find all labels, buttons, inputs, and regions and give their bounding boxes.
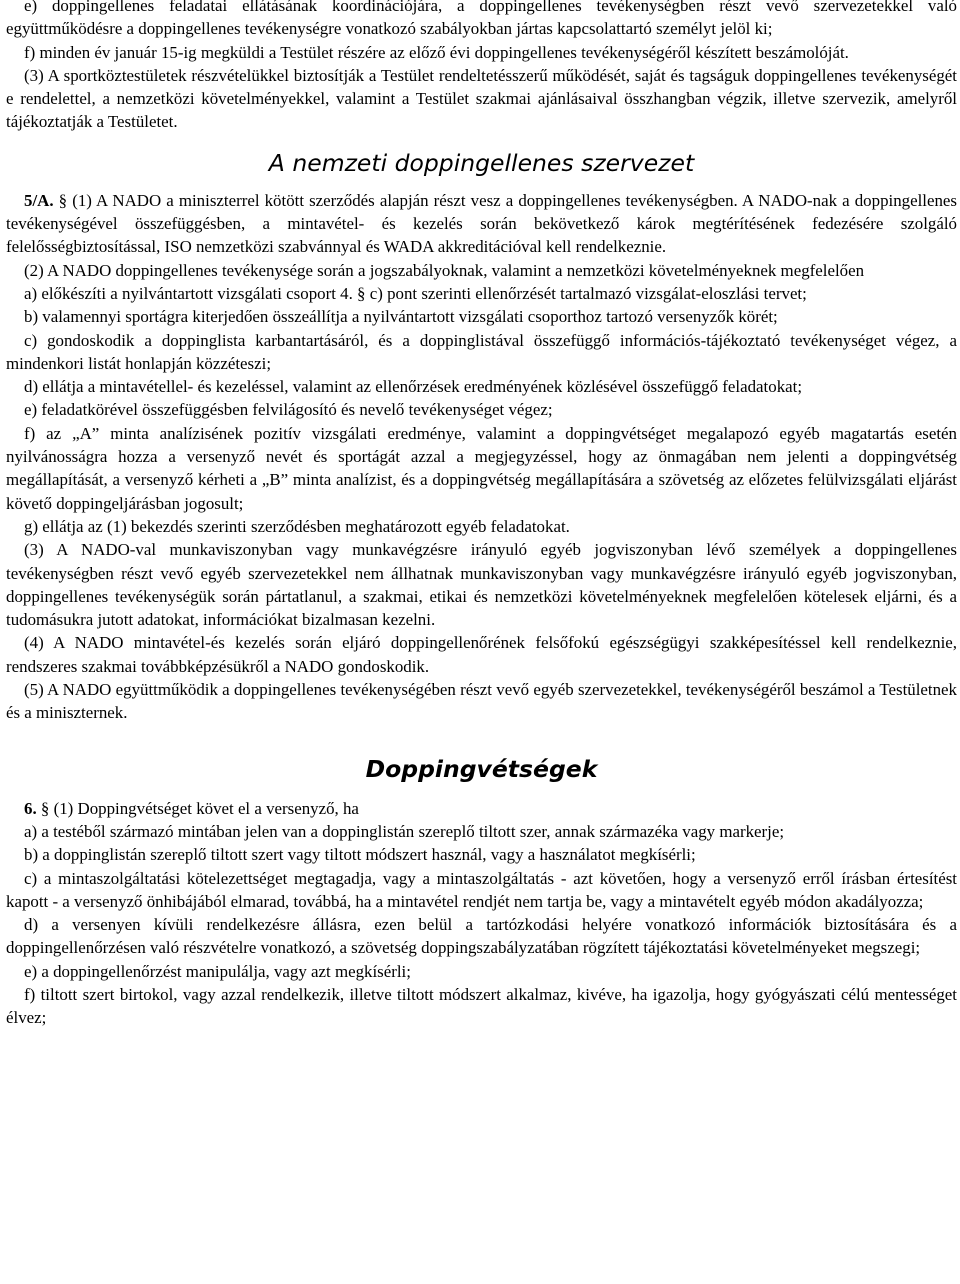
section-5a-paragraph-4: (4) A NADO mintavétel-és kezelés során eljáró doppingellenőrének felsőfokú egészségügyi szakképesítéssel kell rendelkeznie, rendszeres szakmai továbbképzésükről a NADO gondoskodik. <box>6 633 957 676</box>
section-6-item-b: b) a doppinglistán szereplő tiltott szert vagy tiltott módszert használ, vagy a használatot megkísérli; <box>24 845 696 865</box>
item-a-text-cont: c) pont szerinti ellenőrzését tartalmazó vizsgálat-eloszlási tervet; <box>369 283 807 303</box>
paragraph-3: (3) A sportköztestületek részvételükkel biztosítják a Testület rendeltetésszerű működését, saját és tagságuk doppingellenes tevékenységét e rendelettel, a nemzetközi követelményekkel, valamint a Testület szakmai ajánlásaival összhangban végzik, illetve szervezik, amelyről tájékoztatják a Testületet. <box>6 65 957 132</box>
section-6-item-c: c) a mintaszolgáltatási kötelezettséget megtagadja, vagy a mintaszolgáltatás - azt követően, hogy a versenyző erről írásban értesítést kapott - a versenyző önhibájából elmarad, továbbá, ha a mintavétel rendjét nem tartja be, vagy a mintavételt egyéb módon akadályozza; <box>6 868 957 911</box>
document-page <box>6 0 957 1030</box>
section-number: 6. <box>24 798 37 818</box>
section-5a-item-g: g) ellátja az (1) bekezdés szerinti szerződésben meghatározott egyéb feladatokat. <box>24 516 570 536</box>
section-5a-item-a <box>6 282 957 305</box>
section-5a-item-e: e) feladatkörével összefüggésben felvilágosító és nevelő tevékenységet végez; <box>24 400 553 420</box>
section-6-item-d: d) a versenyen kívüli rendelkezésre állásra, ezen belül a tartózkodási helyére vonatkozó információk biztosítására és a doppingellenőrzésen való részvételre vonatkozó, a szövetség doppingszabályzatában rögzített tájékoztatási követelményeket megszegi; <box>6 915 957 958</box>
section-5a-item-d: d) ellátja a mintavétellel- és kezeléssel, valamint az ellenőrzések eredményének közlésével összefüggő feladatokat; <box>24 377 803 397</box>
section-sign: § <box>40 798 50 818</box>
section-6-item-f: f) tiltott szert birtokol, vagy azzal rendelkezik, illetve tiltott módszert alkalmaz, kivéve, ha igazolja, hogy gyógyászati célú mentességet élvez; <box>6 984 957 1028</box>
section-5a-item-b: b) valamennyi sportágra kiterjedően összeállítja a nyilvántartott vizsgálati csoporthoz tartozó versenyzők körét; <box>24 307 778 327</box>
section-5a-paragraph-5: (5) A NADO együttműködik a doppingellenes tevékenységében részt vevő egyéb szervezetekkel, tevékenységéről beszámol a Testületnek és a miniszternek. <box>6 680 957 723</box>
section-5a-item-c: c) gondoskodik a doppinglista karbantartásáról, és a doppinglistával összefüggő információs-tájékoztató tevékenységet végez, a mindenkori listát honlapján közzéteszi; <box>6 330 957 373</box>
section-heading-nado: A nemzeti doppingellenes szervezet <box>268 148 695 177</box>
section-6-item-a: a) a testéből származó mintában jelen van a doppinglistán szereplő tiltott szer, annak származéka vagy markerje; <box>24 821 785 841</box>
paragraph-1f: f) minden év január 15-ig megküldi a Testület részére az előző évi doppingellenes tevékenységéről készített beszámolóját. <box>24 42 849 62</box>
section-sign: § <box>58 190 68 210</box>
section-6-p1-text: (1) Doppingvétséget követ el a versenyző, ha <box>53 798 359 818</box>
item-a-text: a) előkészíti a nyilvántartott vizsgálati csoport 4. <box>24 283 353 303</box>
section-number: 5/A. <box>24 190 54 210</box>
section-5a-item-f: f) az „A” minta analízisének pozitív vizsgálati eredménye, valamint a doppingvétséget megalapozó egyéb magatartás esetén nyilvánosságra hozza a versenyző nevét és sportágát azzal a megjegyzéssel, hogy az önmagában nem jelenti a doppingvétség megállapítását, a versenyző kérheti a „B” minta analízist, és a doppingvétség megállapítására a szövetség az előzetes felülvizsgálati eljárást követő doppingeljárásban jogosult; <box>6 423 957 513</box>
section-6-item-e: e) a doppingellenőrzést manipulálja, vagy azt megkísérli; <box>24 961 411 981</box>
section-5a-paragraph-3: (3) A NADO-val munkaviszonyban vagy munkavégzésre irányuló egyéb jogviszonyban lévő személyek a doppingellenes tevékenységben részt vevő egyéb szervezetekkel nem állhatnak munkaviszonyban vagy munkavégzésre irányuló egyéb jogviszonyban, doppingellenes tevékenységük során pártatlanul, a szakmai, etikai és nemzetközi követelményeknek megfelelően kötelesek eljárni, és a tudomásukra jutott adatokat, információkat bizalmasan kezelni. <box>6 540 957 630</box>
section-6-paragraph-1 <box>6 797 957 820</box>
section-5a-paragraph-2: (2) A NADO doppingellenes tevékenysége során a jogszabályoknak, valamint a nemzetközi követelményeknek megfelelően <box>24 260 865 280</box>
section-5a-p1-text: (1) A NADO a miniszterrel kötött szerződés alapján részt vesz a doppingellenes tevékenységben. A NADO-nak a doppingellenes tevékenységével összefüggésben, a mintavétel- és kezelés során bekövetkező károk megtérítésének fedezésére szolgáló felelősségbiztosítással, ISO nemzetközi szabvánnyal és WADA akkreditációval kell rendelkeznie. <box>6 190 957 257</box>
section-5a-paragraph-1 <box>6 189 957 259</box>
paragraph-1e: e) doppingellenes feladatai ellátásának koordinációjára, a doppingellenes tevékenységben részt vevő szervezetekkel való együttműködésre a doppingellenes tevékenységre vonatkozó szabályokban jártas kapcsolattartó személyt jelöl ki; <box>6 0 957 39</box>
section-heading-doppingvetsegek: Doppingvétségek <box>365 754 598 783</box>
section-sign: § <box>357 283 366 303</box>
